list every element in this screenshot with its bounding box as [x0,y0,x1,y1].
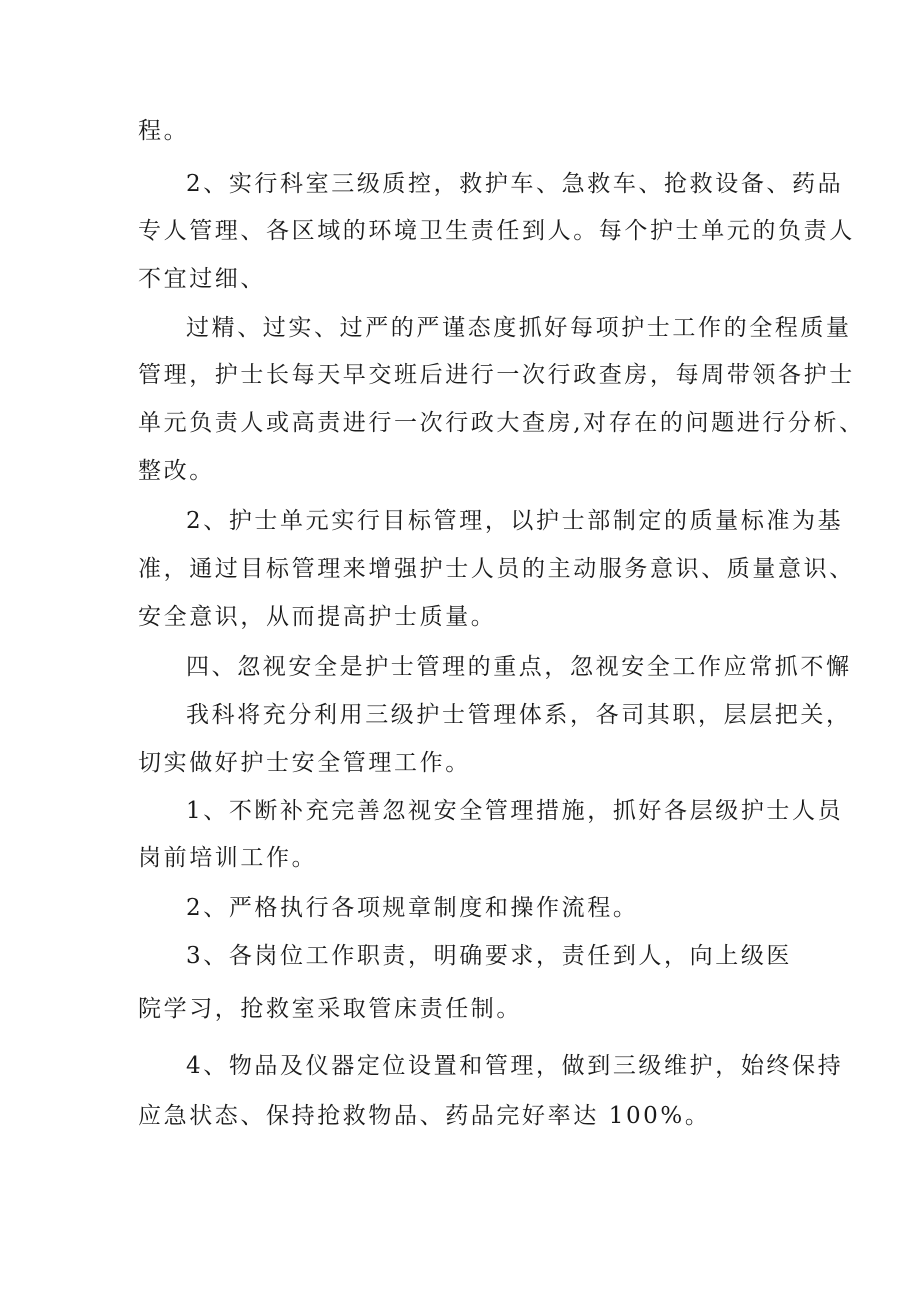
text-line: 切实做好护士安全管理工作。 [138,750,471,776]
text-line: 岗前培训工作。 [138,845,318,871]
text-line: 2、严格执行各项规章制度和操作流程。 [186,895,639,921]
text-line: 安全意识，从而提高护士质量。 [138,604,497,630]
text-line: 2、护士单元实行目标管理，以护士部制定的质量标准为基 [186,508,844,534]
text-line: 4、物品及仪器定位设置和管理，做到三级维护，始终保持 [186,1053,844,1079]
text-line: 应急状态、保持抢救物品、药品完好率达 100%。 [138,1103,711,1129]
text-line: 2、实行科室三级质控，救护车、急救车、抢救设备、药品 [186,171,844,197]
text-line: 专人管理、各区域的环境卫生责任到人。每个护士单元的负责人 [138,218,855,244]
text-line: 我科将充分利用三级护士管理体系，各司其职，层层把关， [186,702,852,728]
text-line: 院学习，抢救室采取管床责任制。 [138,996,522,1022]
text-line: 程。 [138,118,190,144]
text-line: 3、各岗位工作职责，明确要求，责任到人，向上级医 [186,943,793,969]
section-heading: 四、忽视安全是护士管理的重点，忽视安全工作应常抓不懈 [186,654,852,680]
text-line: 单元负责人或高责进行一次行政大查房,对存在的问题进行分析、 [138,410,865,436]
text-line: 准，通过目标管理来增强护士人员的主动服务意识、质量意识、 [138,556,855,582]
text-line: 管理，护士长每天早交班后进行一次行政查房，每周带领各护士 [138,362,855,388]
text-line: 整改。 [138,458,215,484]
text-line: 过精、过实、过严的严谨态度抓好每项护士工作的全程质量 [186,315,852,341]
text-line: 1、不断补充完善忽视安全管理措施，抓好各层级护士人员 [186,798,844,824]
text-line: 不宜过细、 [138,266,266,292]
